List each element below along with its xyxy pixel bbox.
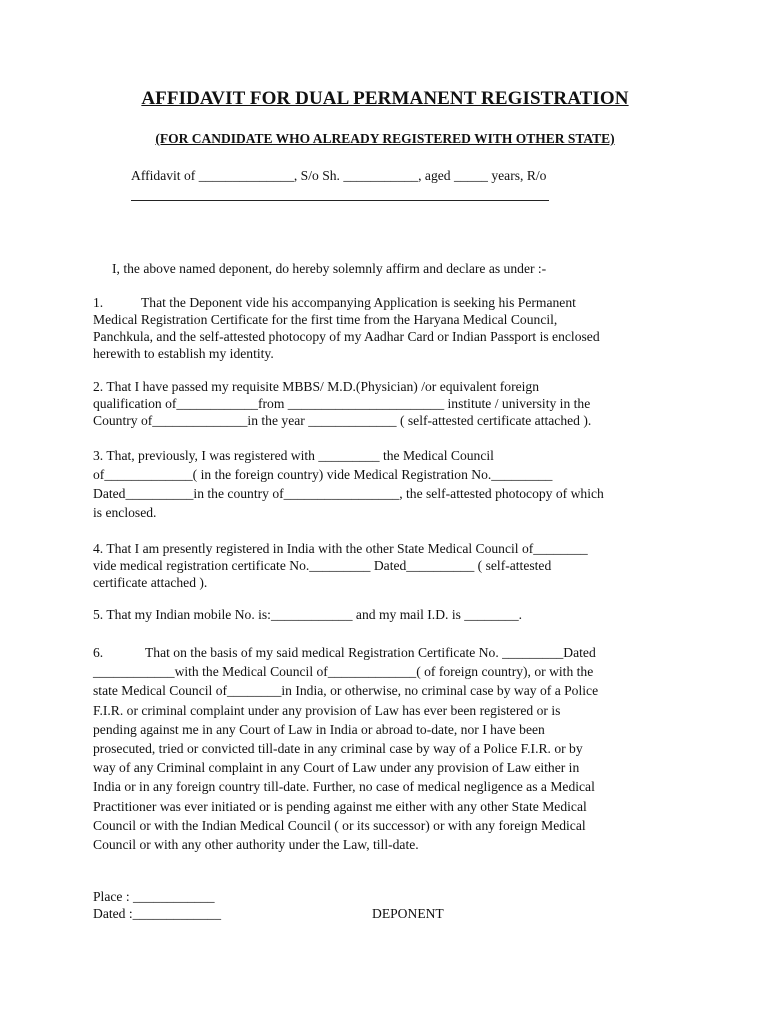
dated-field: Dated :_____________ <box>93 906 221 921</box>
paragraph-2-line-2: qualification of____________from _______________________ institute / university in the <box>93 396 591 411</box>
place-field: Place : ____________ <box>93 889 215 904</box>
paragraph-2-line-1: 2. That I have passed my requisite MBBS/ M.D.(Physician) /or equivalent foreign <box>93 379 539 394</box>
paragraph-6-line-1: That on the basis of my said medical Registration Certificate No. _________Dated <box>145 645 596 660</box>
paragraph-2-line-3: Country of______________in the year _____________ ( self-attested certificate attached ). <box>93 413 592 428</box>
paragraph-1 <box>93 294 677 362</box>
paragraph-1-line-2: Medical Registration Certificate for the first time from the Haryana Medical Council, <box>93 312 558 327</box>
paragraph-4-line-2: vide medical registration certificate No._________ Dated__________ ( self-attested <box>93 558 552 573</box>
address-blank-line <box>131 200 549 201</box>
paragraph-6-line-2: ____________with the Medical Council of_____________( of foreign country), or with the <box>93 664 594 680</box>
paragraph-6-line-6: prosecuted, tried or convicted till-date in any criminal case by way of a Police F.I.R. or by <box>93 741 583 757</box>
paragraph-2 <box>93 378 677 429</box>
paragraph-3-line-4: is enclosed. <box>93 505 157 520</box>
paragraph-4-line-3: certificate attached ). <box>93 575 208 590</box>
paragraph-4-line-1: 4. That I am presently registered in India with the other State Medical Council of________ <box>93 541 588 556</box>
paragraph-3-line-3: Dated__________in the country of_________________, the self-attested photocopy of which <box>93 486 604 501</box>
paragraph-4 <box>93 540 677 591</box>
document-title: AFFIDAVIT FOR DUAL PERMANENT REGISTRATION <box>141 88 629 109</box>
paragraph-3-line-1: 3. That, previously, I was registered with _________ the Medical Council <box>93 448 494 463</box>
paragraph-6-number: 6. <box>93 645 104 660</box>
deponent-signature-label: DEPONENT <box>372 906 444 921</box>
affidavit-of-line: Affidavit of ______________, S/o Sh. ___________, aged _____ years, R/o <box>131 168 547 183</box>
paragraph-6-line-11: Council or with any other authority under the Law, till-date. <box>93 837 419 853</box>
paragraph-6 <box>93 643 677 854</box>
paragraph-6-line-9: Practitioner was ever initiated or is pending against me either with any other State Medical <box>93 798 587 814</box>
paragraph-5: 5. That my Indian mobile No. is:____________ and my mail I.D. is ________. <box>93 607 523 622</box>
document-subtitle: (FOR CANDIDATE WHO ALREADY REGISTERED WITH OTHER STATE) <box>155 131 615 146</box>
paragraph-6-line-5: pending against me in any Court of Law in India or abroad to-date, nor I have been <box>93 721 545 737</box>
paragraph-3-line-2: of_____________( in the foreign country) vide Medical Registration No._________ <box>93 467 553 482</box>
paragraph-6-line-3: state Medical Council of________in India, or otherwise, no criminal case by way of a Police <box>93 683 599 699</box>
intro-statement: I, the above named deponent, do hereby solemnly affirm and declare as under :- <box>112 261 547 276</box>
paragraph-1-line-1: That the Deponent vide his accompanying Application is seeking his Permanent <box>141 295 576 310</box>
paragraph-3 <box>93 446 677 522</box>
paragraph-6-line-7: way of any Criminal complaint in any Court of Law under any provision of Law either in <box>93 760 580 776</box>
paragraph-6-line-8: India or in any foreign country till-date. Further, no case of medical negligence as a Medical <box>93 779 595 795</box>
paragraph-1-line-4: herewith to establish my identity. <box>93 346 274 361</box>
paragraph-6-line-10: Council or with the Indian Medical Council ( or its successor) or with any foreign Medical <box>93 817 586 833</box>
paragraph-1-number: 1. <box>93 295 104 310</box>
paragraph-6-line-4: F.I.R. or criminal complaint under any provision of Law has ever been registered or is <box>93 702 561 718</box>
paragraph-1-line-3: Panchkula, and the self-attested photocopy of my Aadhar Card or Indian Passport is enclosed <box>93 329 600 344</box>
